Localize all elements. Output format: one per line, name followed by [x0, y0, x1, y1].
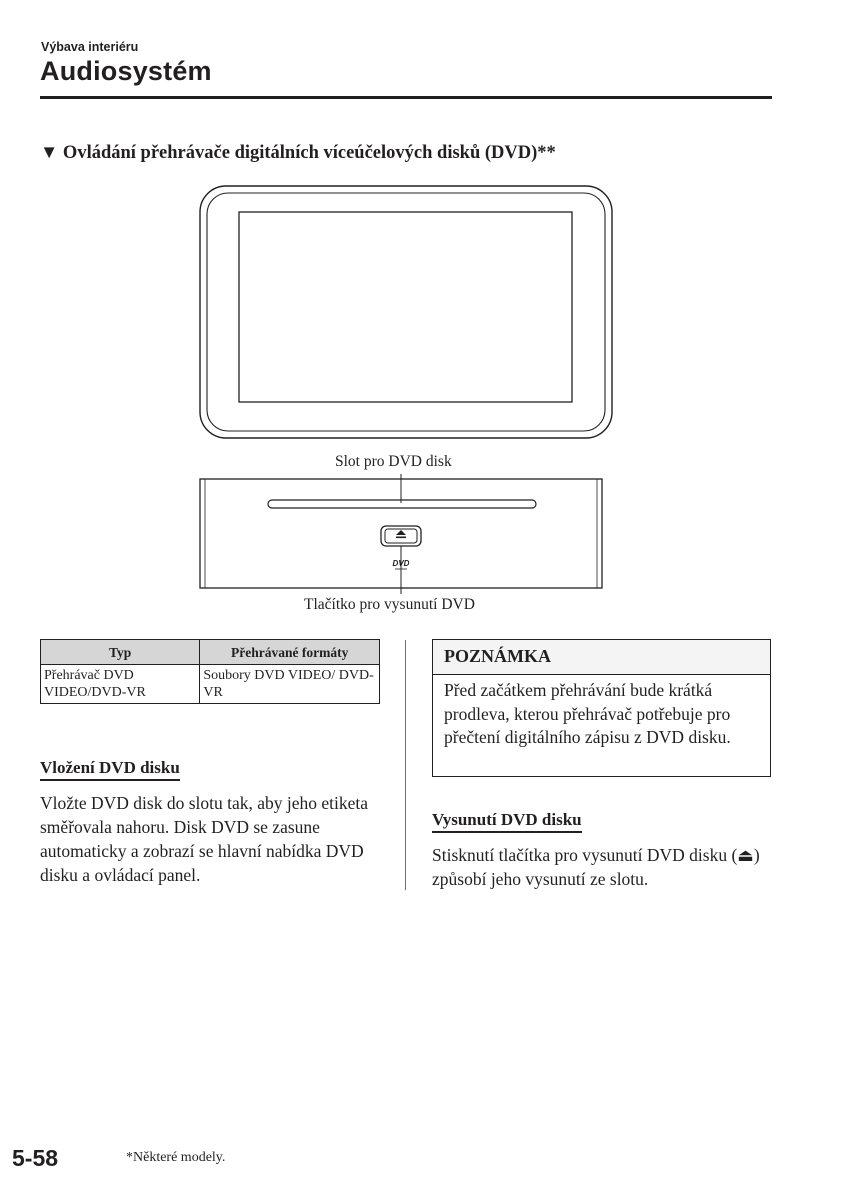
eject-text [432, 843, 777, 891]
slot-label: Slot pro DVD disk [335, 453, 452, 470]
table-header-type: Typ [41, 640, 200, 665]
note-text: Před začátkem přehrávání bude krátká prodleva, kterou přehrávač potřebuje pro přečtení digitálního zápisu z DVD disku. [444, 680, 731, 747]
eject-text-before: Stisknutí tlačítka pro vysunutí DVD disku ( [432, 845, 738, 865]
dvd-logo-icon [393, 559, 410, 569]
insert-heading: Vložení DVD disku [40, 758, 180, 781]
note-heading: POZNÁMKA [433, 640, 770, 675]
eject-button-label: Tlačítko pro vysunutí DVD [304, 596, 475, 613]
table-cell-type: Přehrávač DVD VIDEO/DVD-VR [41, 665, 200, 704]
note-box [432, 639, 771, 777]
column-divider [405, 640, 406, 890]
eject-icon [396, 530, 406, 538]
dvd-logo-text: DVD [392, 559, 410, 568]
display-screen-illustration [200, 186, 612, 438]
table-header-row [41, 640, 380, 665]
figure-heading: ▼ Ovládání přehrávače digitálních víceúčelových disků (DVD)** [40, 143, 556, 163]
table-row [41, 665, 380, 704]
table-cell-formats: Soubory DVD VIDEO/ DVD-VR [200, 665, 380, 704]
disc-slot [268, 500, 536, 508]
insert-text: Vložte DVD disk do slotu tak, aby jeho etiketa směřovala nahoru. Disk DVD se zasune automaticky a zobrazí se hlavní nabídka DVD disku a ovládací panel. [40, 793, 369, 885]
table-header-formats: Přehrávané formáty [200, 640, 380, 665]
section-label: Výbava interiéru [41, 40, 139, 54]
eject-symbol-icon: ⏏ [737, 845, 754, 865]
page-number: 5-58 [12, 1145, 59, 1171]
eject-text-after: ) způsobí jeho vysunutí ze slotu. [432, 845, 760, 889]
eject-heading: Vysunutí DVD disku [432, 810, 582, 833]
formats-table [40, 639, 380, 704]
footnote: *Některé modely. [126, 1150, 226, 1165]
page-title: Audiosystém [40, 56, 212, 86]
